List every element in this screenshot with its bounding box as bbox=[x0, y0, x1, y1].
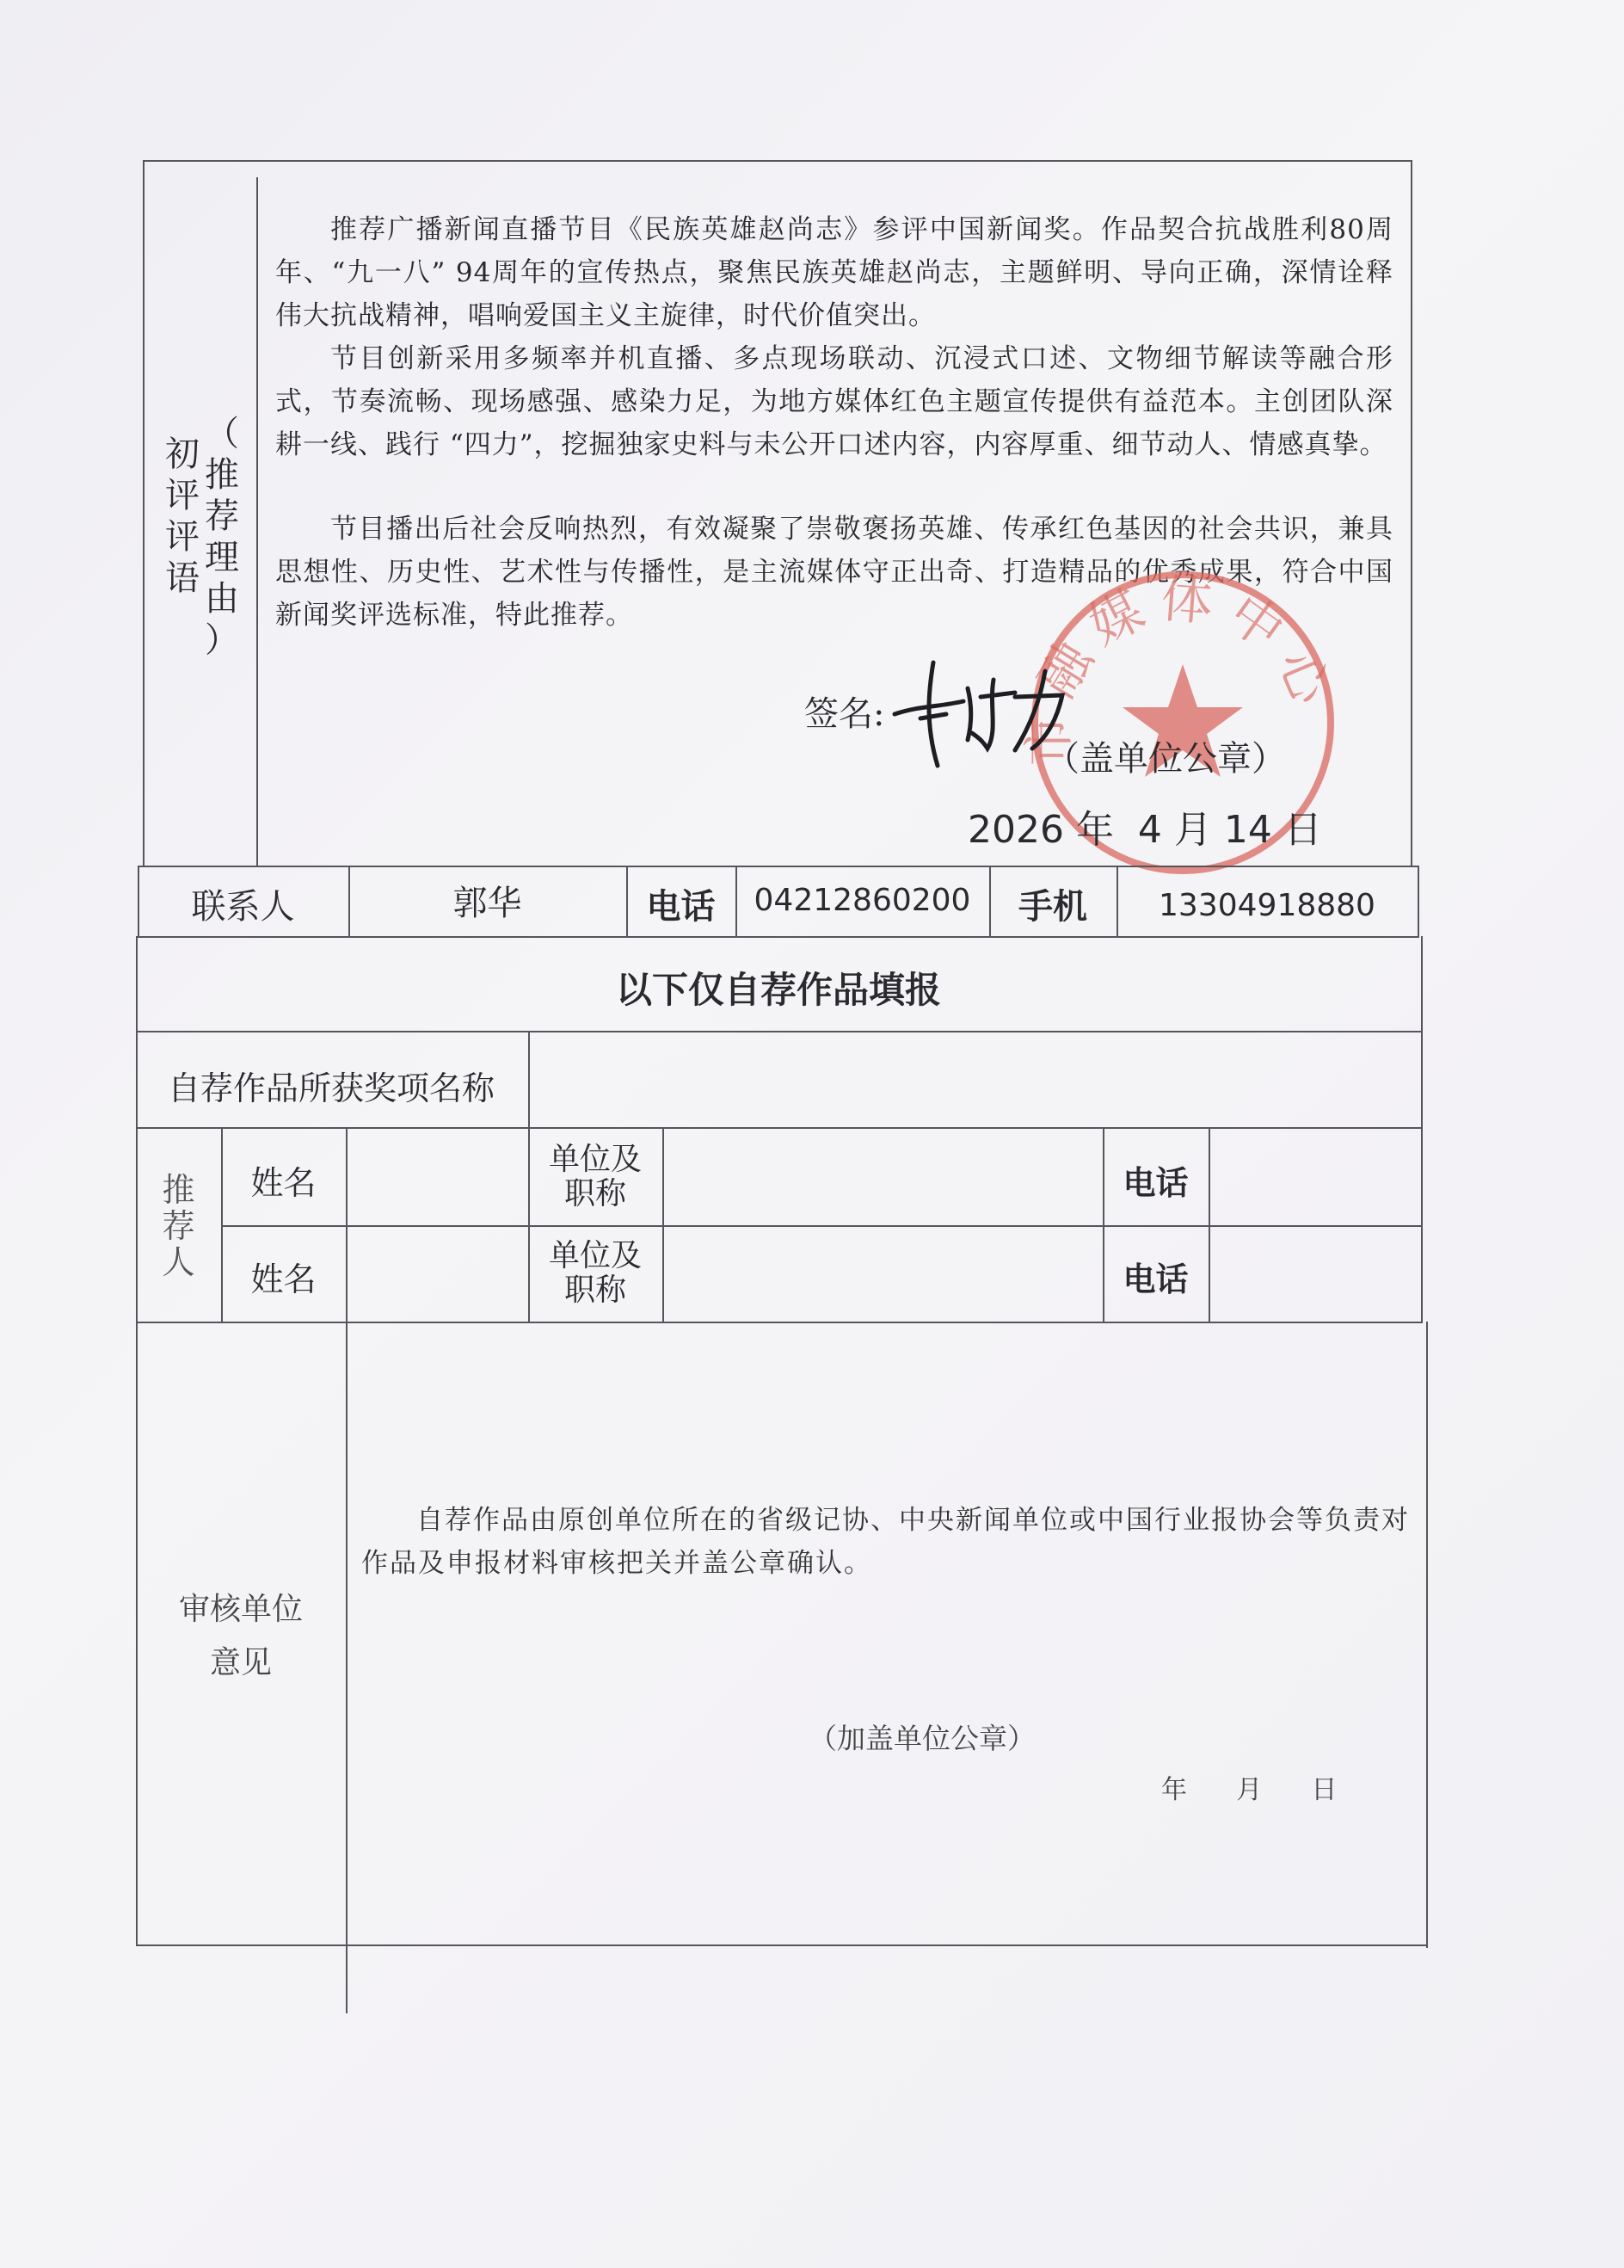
recommender-label bbox=[136, 1172, 221, 1280]
rec1-phone-label: 电话 bbox=[1123, 1163, 1189, 1202]
recommend-date: 2026 年 4 月 14 日 bbox=[968, 808, 1322, 852]
rec1-unit-label-l1: 单位及 bbox=[548, 1142, 642, 1177]
recommend-paragraph-1: 推荐广播新闻直播节目《民族英雄赵尚志》参评中国新闻奖。作品契合抗战胜利80周年、“九一八” 94周年的宣传热点，聚焦民族英雄赵尚志，主题鲜明、导向正确，深情诠释伟大抗战精神，唱响爱国主义主旋律，时代价值突出。 bbox=[275, 214, 1393, 331]
self-left-border bbox=[136, 936, 138, 1944]
label-char: 推 bbox=[205, 455, 239, 495]
review-label-l1: 审核单位 bbox=[178, 1592, 303, 1627]
label-char: ） bbox=[205, 620, 239, 660]
rec2-unit-label bbox=[528, 1239, 662, 1308]
rec1-unit-label bbox=[528, 1143, 662, 1211]
rec-label-char: 推 bbox=[162, 1171, 195, 1209]
review-label-l2: 意见 bbox=[209, 1645, 272, 1680]
header-bottom-line bbox=[136, 1031, 1421, 1032]
review-stamp-label: （加盖单位公章） bbox=[809, 1722, 1036, 1755]
award-bottom-line bbox=[136, 1127, 1423, 1129]
rec1-unit-label-l2: 职称 bbox=[563, 1176, 626, 1211]
contact-divider bbox=[1418, 866, 1419, 938]
review-date: 年 月 日 bbox=[1161, 1775, 1338, 1805]
rec-label-char: 人 bbox=[162, 1243, 195, 1281]
label-divider bbox=[256, 177, 258, 866]
rec-divider bbox=[346, 1127, 348, 2013]
bottom-border bbox=[136, 1944, 1428, 1946]
recommend-paragraph-3: 节目播出后社会反响热烈，有效凝聚了崇敬褒扬英雄、传承红色基因的社会共识，兼具思想性、历史性、艺术性与传播性，是主流媒体守正出奇、打造精品的优秀成果，符合中国新闻奖评选标准，特此推荐。 bbox=[275, 514, 1393, 631]
label-char: 理 bbox=[205, 538, 239, 577]
recommend-label-col2 bbox=[205, 413, 239, 661]
recommend-label-col1 bbox=[165, 413, 200, 661]
contact-label: 联系人 bbox=[191, 887, 295, 927]
phone-label: 电话 bbox=[646, 886, 716, 927]
recommend-paragraph-2: 节目创新采用多频率并机直播、多点现场联动、沉浸式口述、文物细节解读等融合形式，节奏流畅、现场感强、感染力足，为地方媒体红色主题宣传提供有益范本。主创团队深耕一线、践行 “四力”，挖掘独家史料与未公开口述内容，内容厚重、细节动人、情感真挚。 bbox=[275, 343, 1393, 460]
award-divider bbox=[528, 1031, 530, 1127]
mobile-value: 13304918880 bbox=[1159, 888, 1375, 923]
rec2-unit-label-l1: 单位及 bbox=[548, 1238, 642, 1273]
phone-value: 04212860200 bbox=[754, 883, 971, 918]
self-right-border-2 bbox=[1421, 1089, 1423, 1323]
contact-top-line bbox=[138, 866, 1419, 867]
recommend-label bbox=[163, 413, 241, 661]
label-char: （ bbox=[205, 414, 239, 453]
label-char: 语 bbox=[165, 558, 200, 598]
stamp-label: （盖单位公章） bbox=[1045, 739, 1286, 779]
review-label bbox=[136, 1583, 346, 1690]
rec-bottom-line bbox=[136, 1322, 1423, 1323]
contact-name: 郭华 bbox=[452, 884, 522, 923]
rec2-name-label: 姓名 bbox=[250, 1260, 317, 1298]
mobile-label: 手机 bbox=[1018, 886, 1087, 927]
rec-label-char: 荐 bbox=[162, 1207, 195, 1245]
top-border bbox=[143, 160, 1411, 162]
sign-label: 签名: bbox=[804, 694, 885, 734]
stamp-text: 市融媒体中心 bbox=[1018, 569, 1346, 767]
rec-middle-line bbox=[221, 1225, 1423, 1227]
rec2-unit-label-l2: 职称 bbox=[563, 1273, 626, 1308]
review-right-border bbox=[1426, 1322, 1428, 1948]
label-char: 由 bbox=[205, 579, 239, 619]
right-border bbox=[1411, 160, 1412, 866]
rec2-phone-label: 电话 bbox=[1123, 1260, 1189, 1298]
label-char: 评 bbox=[165, 476, 200, 515]
award-label: 自荐作品所获奖项名称 bbox=[168, 1069, 495, 1107]
self-header: 以下仅自荐作品填报 bbox=[615, 969, 941, 1011]
label-char: 荐 bbox=[205, 496, 239, 536]
self-right-border bbox=[1421, 936, 1423, 1089]
left-border bbox=[143, 160, 145, 866]
label-char: 评 bbox=[165, 517, 200, 557]
contact-bottom-line bbox=[138, 936, 1419, 938]
review-text: 自荐作品由原创单位所在的省级记协、中央新闻单位或中国行业报协会等负责对作品及申报材料审核把关并盖公章确认。 bbox=[361, 1505, 1410, 1579]
rec1-name-label: 姓名 bbox=[250, 1164, 317, 1202]
label-char: 初 bbox=[165, 434, 200, 474]
